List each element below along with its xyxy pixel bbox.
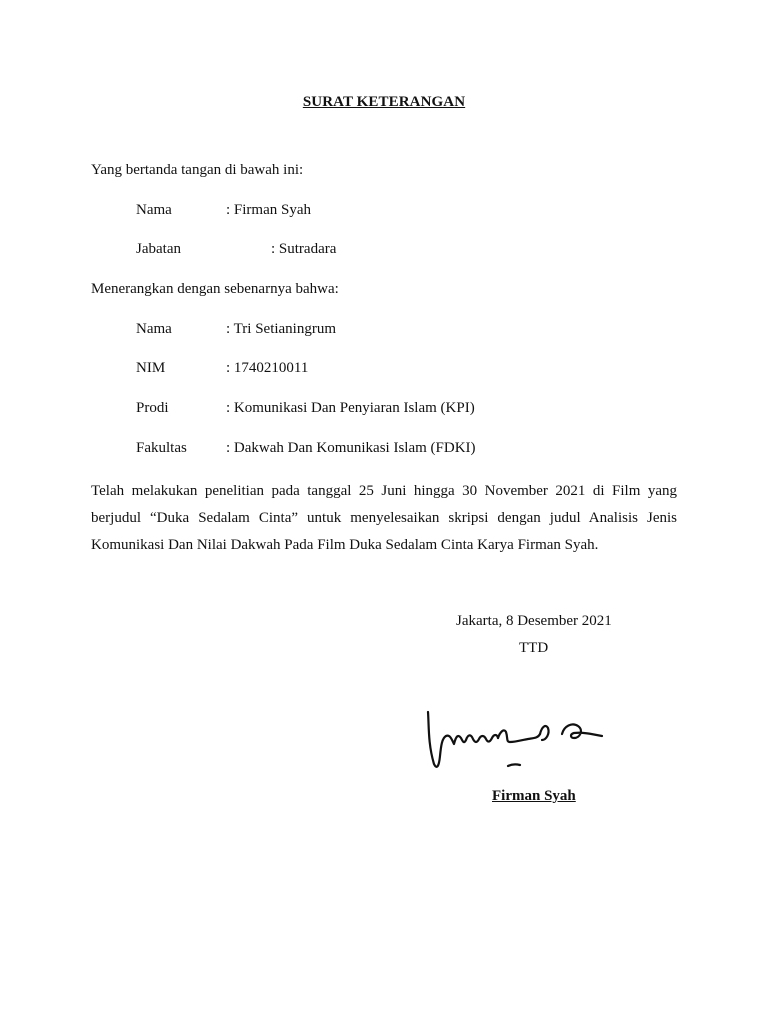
student-prodi-label: Prodi — [136, 400, 169, 416]
body-paragraph: Telah melakukan penelitian pada tanggal 25 Juni hingga 30 November 2021 di Film yang berjudul “Duka Sedalam Cinta” untuk menyelesaikan skripsi dengan judul Analisis Jenis Komunikasi Dan Nilai Dakwah Pada Film Duka Sedalam Cinta Karya Firman Syah. — [91, 483, 677, 553]
student-nim-value: : 1740210011 — [226, 360, 309, 376]
signer-position-label: Jabatan — [136, 241, 181, 257]
student-name-value: : Tri Setianingrum — [226, 321, 337, 337]
signatory-name: Firman Syah — [492, 788, 576, 804]
intro-text: Yang bertanda tangan di bawah ini: — [91, 162, 304, 178]
statement-text: Menerangkan dengan sebenarnya bahwa: — [91, 281, 339, 297]
student-prodi-value: : Komunikasi Dan Penyiaran Islam (KPI) — [226, 400, 475, 416]
signer-name-label: Nama — [136, 202, 172, 218]
ttd-label: TTD — [519, 640, 549, 656]
handwritten-signature — [420, 706, 620, 778]
place-date: Jakarta, 8 Desember 2021 — [456, 613, 612, 629]
signer-position-value: : Sutradara — [271, 241, 337, 257]
document-title: SURAT KETERANGAN — [302, 94, 466, 110]
signer-name-value: : Firman Syah — [226, 202, 311, 218]
student-faculty-value: : Dakwah Dan Komunikasi Islam (FDKI) — [226, 440, 476, 456]
student-nim-label: NIM — [136, 360, 166, 376]
student-faculty-label: Fakultas — [136, 440, 187, 456]
student-name-label: Nama — [136, 321, 172, 337]
